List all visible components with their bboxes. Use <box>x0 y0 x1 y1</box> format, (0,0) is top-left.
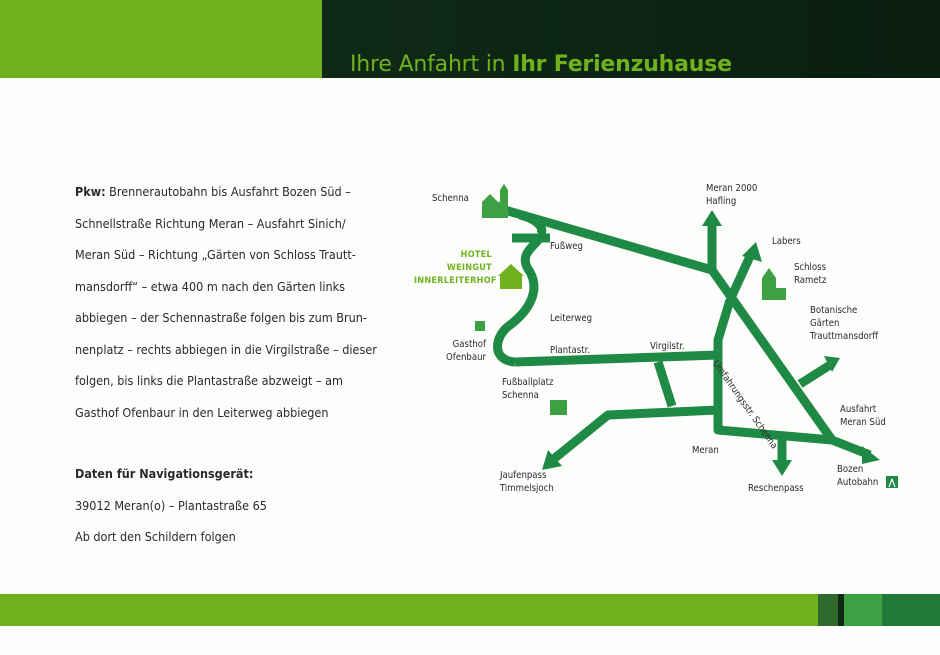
arrow-reschenpass <box>772 460 792 476</box>
label-jaufen-line2: Timmelsjoch <box>500 483 554 494</box>
label-gasthof-line2: Ofenbaur <box>446 352 487 363</box>
label-meran2000-line2: Hafling <box>706 196 737 207</box>
fussballplatz-marker <box>550 400 567 415</box>
label-hotel-line2: WEINGUT <box>446 263 492 273</box>
arrow-up-meran2000 <box>702 210 722 226</box>
navigation-address: 39012 Meran(o) – Plantastraße 65 <box>75 497 267 513</box>
label-botanische-line2: Gärten <box>810 318 840 329</box>
directions-line-text: Gasthof Ofenbaur in den Leiterweg abbiegen <box>75 404 329 420</box>
label-meran2000 <box>706 182 757 208</box>
directions-line-text: Meran Süd – Richtung „Gärten von Schloss Trautt- <box>75 247 356 262</box>
schloss-rametz-icon <box>762 268 786 300</box>
navigation-info <box>75 458 267 553</box>
label-gasthof <box>446 338 486 364</box>
label-labers: Labers <box>772 236 801 247</box>
label-meran: Meran <box>692 445 719 456</box>
label-botanische-line1: Botanische <box>810 305 858 316</box>
footer-band <box>0 594 940 626</box>
label-meran2000-line1: Meran 2000 <box>706 183 758 194</box>
road-virgilstr <box>515 355 718 362</box>
directions-line-text: mansdorff“ – etwa 400 m nach den Gärten links <box>75 278 346 294</box>
directions-line <box>75 176 405 208</box>
label-botanische-line3: Trauttmansdorff <box>810 331 879 342</box>
directions-line <box>75 302 405 334</box>
label-virgilstr: Virgilstr. <box>650 341 685 352</box>
route-map <box>400 160 940 500</box>
gasthof-marker <box>475 321 485 331</box>
navigation-heading-text: Daten für Navigationsgerät: <box>75 466 254 481</box>
directions-line <box>75 271 405 303</box>
directions-text <box>75 176 405 428</box>
directions-line-text: abbiegen – der Schennastraße folgen bis zum Brun- <box>75 310 367 325</box>
page-title-light: Ihre Anfahrt in <box>350 52 513 77</box>
directions-label: Pkw: <box>75 184 106 199</box>
label-schloss-line1: Schloss <box>794 262 827 273</box>
road-botanische <box>800 365 830 384</box>
road-leiterweg <box>498 235 541 362</box>
label-jaufenpass <box>500 469 554 495</box>
label-plantastr: Plantastr. <box>550 345 590 356</box>
label-schloss-line2: Rametz <box>794 275 827 286</box>
hotel-house-icon <box>498 264 524 289</box>
directions-line-text: folgen, bis links die Plantastraße abzweigt – am <box>75 373 343 388</box>
label-hotel-line1: HOTEL <box>460 250 492 260</box>
label-jaufen-line1: Jaufenpass <box>500 470 547 481</box>
schenna-church-icon <box>482 184 508 218</box>
label-fussballplatz <box>502 376 554 402</box>
footer-stripe <box>818 594 838 626</box>
label-fussweg: Fußweg <box>550 241 583 252</box>
label-bozen-line2: Autobahn <box>837 477 879 488</box>
label-ausfahrt <box>840 403 886 429</box>
label-hotel <box>414 249 497 288</box>
motorway-icon <box>886 476 898 488</box>
label-leiterweg: Leiterweg <box>550 313 593 324</box>
directions-line <box>75 397 405 429</box>
label-ausfahrt-line1: Ausfahrt <box>840 404 877 415</box>
page-title <box>350 52 732 77</box>
road-connector <box>658 362 672 406</box>
directions-line-text: Schnellstraße Richtung Meran – Ausfahrt Sinich/ <box>75 215 346 231</box>
directions-line <box>75 239 405 271</box>
label-gasthof-line1: Gasthof <box>452 339 486 350</box>
header-green-block <box>0 0 322 78</box>
label-hotel-line3: INNERLEITERHOF <box>414 276 497 286</box>
directions-line <box>75 208 405 240</box>
page-title-bold: Ihr Ferienzuhause <box>512 52 732 77</box>
label-fussball-line2: Schenna <box>502 390 539 401</box>
arrow-bozen <box>862 446 880 464</box>
navigation-heading <box>75 458 267 490</box>
directions-line-text: nenplatz – rechts abbiegen in die Virgilstraße – dieser <box>75 341 377 357</box>
label-fussball-line1: Fußballplatz <box>502 377 554 388</box>
label-bozen-line1: Bozen <box>837 464 864 475</box>
label-umfahrung: Umfahrungsstr. Schenna <box>710 358 780 452</box>
label-schloss-rametz <box>794 261 826 287</box>
label-bozen <box>837 463 878 489</box>
directions-line <box>75 365 405 397</box>
footer-stripe <box>882 594 940 626</box>
road-labers <box>730 252 752 300</box>
directions-line <box>75 334 405 366</box>
label-botanische <box>810 304 878 343</box>
navigation-note: Ab dort den Schildern folgen <box>75 529 236 544</box>
footer-stripe <box>844 594 882 626</box>
directions-line-text: Brennerautobahn bis Ausfahrt Bozen Süd – <box>105 184 351 199</box>
label-ausfahrt-line2: Meran Süd <box>840 417 886 428</box>
label-schenna: Schenna <box>432 193 469 204</box>
label-reschenpass: Reschenpass <box>748 483 804 494</box>
